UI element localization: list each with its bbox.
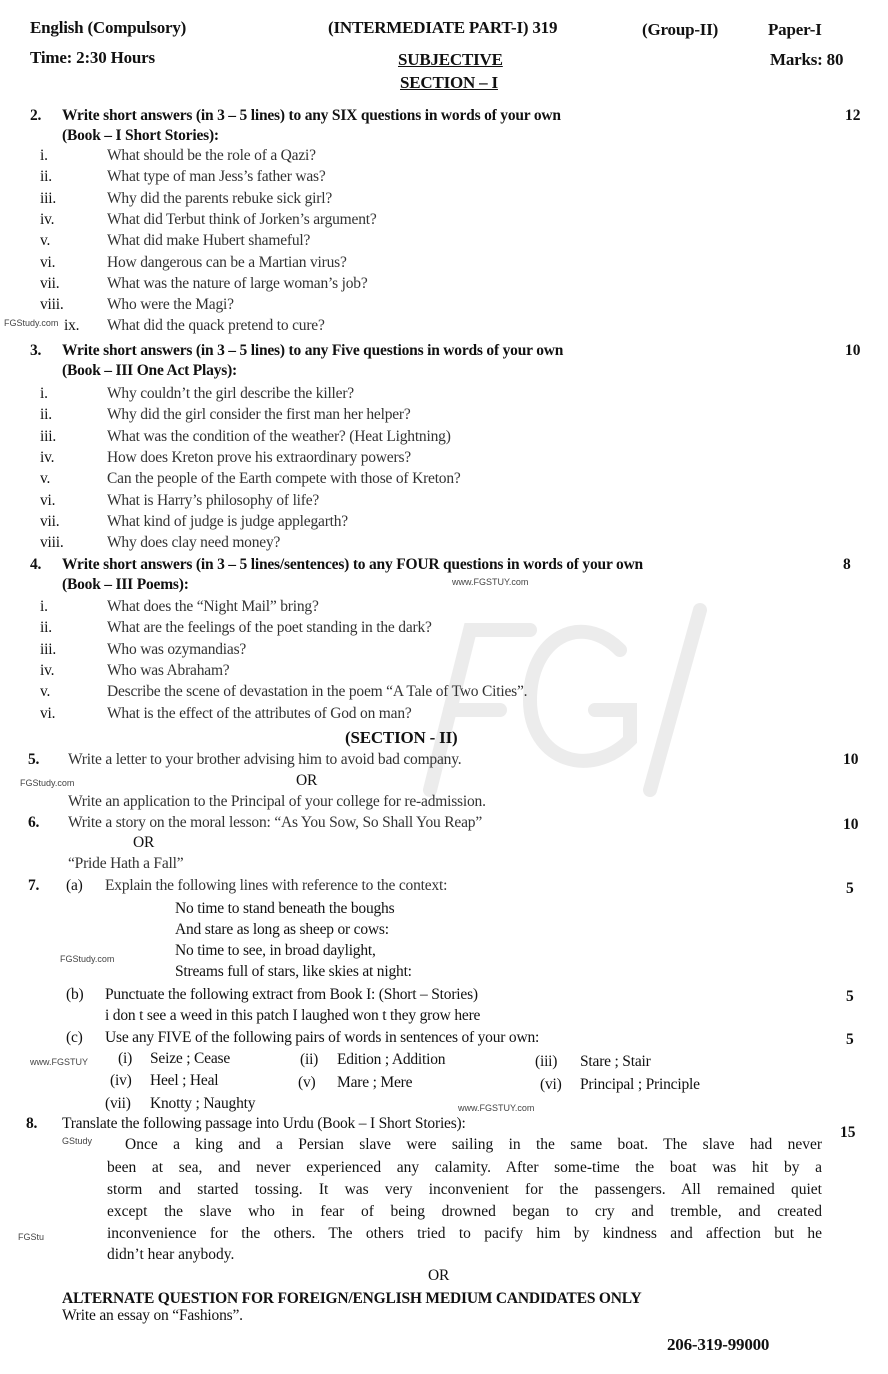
question-book: (Book – I Short Stories): [62, 127, 219, 144]
word-pair: Principal ; Principle [580, 1076, 700, 1093]
item-number: iii. [40, 641, 56, 658]
poem-line: No time to see, in broad daylight, [175, 942, 376, 959]
level: (INTERMEDIATE PART-I) 319 [328, 18, 558, 37]
item-question: Can the people of the Earth compete with those of Kreton? [107, 470, 461, 487]
item-question: Who was Abraham? [107, 662, 230, 679]
question-number: 3. [30, 342, 42, 359]
item-question: What did make Hubert shameful? [107, 232, 311, 249]
item-question: What is Harry’s philosophy of life? [107, 492, 320, 509]
item-question: What did Terbut think of Jorken’s argument? [107, 211, 377, 228]
punctuation-extract: i don t see a weed in this patch I laughed won t they grow here [105, 1007, 481, 1024]
word-pair-number: (iii) [535, 1053, 558, 1070]
item-number: ii. [40, 168, 52, 185]
paper-title: SUBJECTIVE [398, 50, 503, 69]
item-question: What does the “Night Mail” bring? [107, 598, 319, 615]
watermark: FGStudy.com [4, 318, 59, 328]
logo-stroke [530, 632, 630, 761]
item-question: What type of man Jess’s father was? [107, 168, 326, 185]
part-label: (a) [66, 877, 83, 894]
word-pair: Knotty ; Naughty [150, 1095, 256, 1112]
marks: Marks: 80 [770, 50, 844, 69]
passage-line: didn’t hear anybody. [107, 1246, 235, 1263]
item-number: vi. [40, 492, 56, 509]
passage-line: been at sea, and never experienced any calamity. After some-time the boat was hit by a [107, 1159, 822, 1176]
item-number: i. [40, 147, 48, 164]
item-number: viii. [40, 534, 64, 551]
watermark: FGStu [18, 1232, 45, 1242]
question-number: 5. [28, 751, 40, 768]
item-question: What did the quack pretend to cure? [107, 317, 325, 334]
part-text: Use any FIVE of the following pairs of words in sentences of your own: [105, 1029, 540, 1046]
item-question: What are the feelings of the poet standing in the dark? [107, 619, 432, 636]
or-label: OR [428, 1267, 450, 1284]
passage-line: except the slave who in fear of being drowned began to cry and tremble, and created [107, 1203, 822, 1220]
part-text: Explain the following lines with reference to the context: [105, 877, 448, 894]
question-text: Write short answers (in 3 – 5 lines) to any Five questions in words of your own [62, 342, 564, 359]
item-number: v. [40, 683, 51, 700]
alternate-question-title: ALTERNATE QUESTION FOR FOREIGN/ENGLISH MEDIUM CANDIDATES ONLY [62, 1290, 642, 1307]
question-marks: 10 [843, 816, 859, 833]
part-label: (b) [66, 986, 84, 1003]
word-pair-number: (i) [118, 1050, 133, 1067]
item-number: iii. [40, 428, 56, 445]
item-question: How dangerous can be a Martian virus? [107, 254, 347, 271]
watermark: FGStudy.com [60, 954, 115, 964]
item-number: v. [40, 232, 51, 249]
time: Time: 2:30 Hours [30, 48, 155, 67]
question-text: Translate the following passage into Urdu (Book – I Short Stories): [62, 1115, 466, 1132]
watermark: www.FGSTUY [30, 1057, 89, 1067]
question-text: Write short answers (in 3 – 5 lines) to any SIX questions in words of your own [62, 107, 561, 124]
item-question: Who was ozymandias? [107, 641, 247, 658]
or-label: OR [296, 772, 318, 789]
group: (Group-II) [642, 20, 719, 39]
question-text: Write a story on the moral lesson: “As You Sow, So Shall You Reap” [68, 814, 482, 831]
word-pair-number: (ii) [300, 1051, 319, 1068]
or-label: OR [133, 834, 155, 851]
question-text: Write short answers (in 3 – 5 lines/sentences) to any FOUR questions in words of your own [62, 556, 643, 573]
item-question: What kind of judge is judge applegarth? [107, 513, 348, 530]
watermark: www.FGSTUY.com [458, 1103, 535, 1113]
question-marks: 12 [845, 107, 861, 124]
item-question: What is the effect of the attributes of God on man? [107, 705, 412, 722]
paper: Paper-I [768, 20, 822, 39]
word-pair-number: (v) [298, 1074, 316, 1091]
question-marks: 10 [845, 342, 861, 359]
question-marks: 8 [843, 556, 851, 573]
poem-line: Streams full of stars, like skies at night: [175, 963, 412, 980]
watermark: GStudy [62, 1136, 93, 1146]
word-pair: Mare ; Mere [337, 1074, 413, 1091]
word-pair-number: (vi) [540, 1076, 562, 1093]
word-pair: Stare ; Stair [580, 1053, 651, 1070]
item-number: iv. [40, 211, 55, 228]
part-label: (c) [66, 1029, 83, 1046]
item-question: Why did the girl consider the first man her helper? [107, 406, 411, 423]
question-number: 7. [28, 877, 40, 894]
part-text: Punctuate the following extract from Book I: (Short – Stories) [105, 986, 478, 1003]
section-1-heading: SECTION – I [400, 73, 498, 92]
item-number: iii. [40, 190, 56, 207]
item-question: Why couldn’t the girl describe the killer? [107, 385, 354, 402]
part-marks: 5 [846, 988, 854, 1005]
item-number: iv. [40, 449, 55, 466]
poem-line: No time to stand beneath the boughs [175, 900, 395, 917]
question-alternative: “Pride Hath a Fall” [68, 855, 184, 872]
question-marks: 15 [840, 1124, 856, 1141]
item-question: What should be the role of a Qazi? [107, 147, 316, 164]
question-book: (Book – III Poems): [62, 576, 189, 593]
question-book: (Book – III One Act Plays): [62, 362, 238, 379]
section-2-heading: (SECTION - II) [345, 728, 458, 747]
word-pair-number: (iv) [110, 1072, 132, 1089]
watermark: www.FGSTUY.com [452, 577, 529, 587]
item-number: v. [40, 470, 51, 487]
item-number: vi. [40, 705, 56, 722]
part-marks: 5 [846, 1031, 854, 1048]
passage-line: Once a king and a Persian slave were sailing in the same boat. The slave had never [125, 1136, 822, 1153]
word-pair-number: (vii) [105, 1095, 131, 1112]
item-number: ix. [64, 317, 80, 334]
passage-line: inconvenience for the others. The others tried to pacify him by kindness and affection but he [107, 1225, 822, 1242]
question-number: 4. [30, 556, 42, 573]
question-alternative: Write an application to the Principal of your college for re-admission. [68, 793, 486, 810]
item-number: i. [40, 598, 48, 615]
word-pair: Heel ; Heal [150, 1072, 219, 1089]
word-pair: Seize ; Cease [150, 1050, 231, 1067]
item-number: vii. [40, 275, 60, 292]
poem-line: And stare as long as sheep or cows: [175, 921, 389, 938]
question-marks: 10 [843, 751, 859, 768]
question-number: 8. [26, 1115, 38, 1132]
item-number: vii. [40, 513, 60, 530]
item-number: ii. [40, 406, 52, 423]
passage-line: storm and started tossing. It was very inconvenient for the passengers. All remained quiet [107, 1181, 822, 1198]
item-number: viii. [40, 296, 64, 313]
item-question: How does Kreton prove his extraordinary powers? [107, 449, 411, 466]
logo-stroke [650, 610, 700, 790]
part-marks: 5 [846, 880, 854, 897]
item-question: Why does clay need money? [107, 534, 281, 551]
alternate-question-text: Write an essay on “Fashions”. [62, 1307, 243, 1324]
item-question: Who were the Magi? [107, 296, 234, 313]
item-question: What was the nature of large woman’s job? [107, 275, 368, 292]
question-number: 2. [30, 107, 42, 124]
question-text: Write a letter to your brother advising him to avoid bad company. [68, 751, 462, 768]
word-pair: Edition ; Addition [337, 1051, 446, 1068]
watermark: FGStudy.com [20, 778, 75, 788]
item-number: ii. [40, 619, 52, 636]
item-question: Describe the scene of devastation in the poem “A Tale of Two Cities”. [107, 683, 528, 700]
item-question: What was the condition of the weather? (Heat Lightning) [107, 428, 451, 445]
subject: English (Compulsory) [30, 18, 187, 37]
item-question: Why did the parents rebuke sick girl? [107, 190, 333, 207]
item-number: vi. [40, 254, 56, 271]
item-number: iv. [40, 662, 55, 679]
item-number: i. [40, 385, 48, 402]
paper-code: 206-319-99000 [667, 1335, 770, 1354]
question-number: 6. [28, 814, 40, 831]
